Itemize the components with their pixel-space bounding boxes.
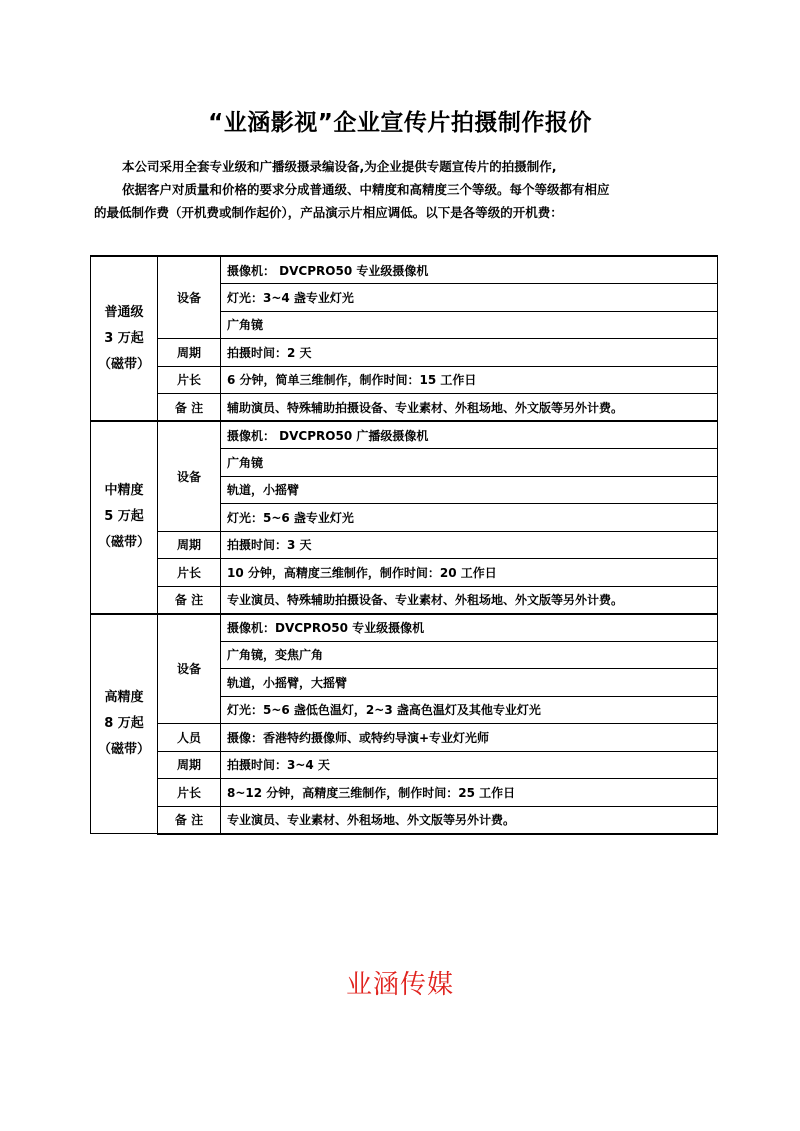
category-label: 片长 — [158, 366, 221, 394]
category-label: 周期 — [158, 751, 221, 779]
category-value: 拍摄时间：3~4 天 — [221, 751, 718, 779]
level-name: 高精度 — [104, 689, 144, 705]
equipment-item: 轨道，小摇臂 — [221, 476, 718, 504]
category-label: 备 注 — [158, 806, 221, 834]
table-row — [91, 779, 718, 807]
table-row — [91, 806, 718, 834]
price-table — [90, 255, 718, 835]
table-row — [91, 256, 718, 284]
level-medium: （磁带） — [97, 535, 150, 551]
category-label: 设备 — [158, 256, 221, 339]
level-price: 3 万起 — [104, 330, 144, 346]
intro-paragraph — [96, 155, 706, 224]
category-value: 8~12 分钟，高精度三维制作，制作时间：25 工作日 — [221, 779, 718, 807]
category-value: 拍摄时间：2 天 — [221, 339, 718, 367]
table-row — [91, 531, 718, 559]
category-label: 周期 — [158, 339, 221, 367]
table-row — [91, 559, 718, 587]
level-name: 中精度 — [104, 483, 144, 499]
category-label: 人员 — [158, 724, 221, 752]
category-label: 备 注 — [158, 394, 221, 422]
equipment-item: 摄像机： DVCPRO50 广播级摄像机 — [221, 421, 718, 449]
table-row — [91, 586, 718, 614]
category-value: 辅助演员、特殊辅助拍摄设备、专业素材、外租场地、外文版等另外计费。 — [221, 394, 718, 422]
equipment-item: 灯光：5~6 盏专业灯光 — [221, 504, 718, 532]
category-value: 拍摄时间：3 天 — [221, 531, 718, 559]
category-label: 备 注 — [158, 586, 221, 614]
equipment-item: 摄像机：DVCPRO50 专业级摄像机 — [221, 614, 718, 642]
category-label: 设备 — [158, 421, 221, 531]
level-cell — [91, 421, 158, 614]
intro-line-3: 的最低制作费（开机费或制作起价），产品演示片相应调低。以下是各等级的开机费： — [94, 205, 563, 220]
level-medium: （磁带） — [97, 741, 150, 757]
equipment-item: 广角镜 — [221, 449, 718, 477]
level-medium: （磁带） — [97, 356, 150, 372]
intro-line-2: 依据客户对质量和价格的要求分成普通级、中精度和高精度三个等级。每个等级都有相应 — [122, 182, 610, 197]
level-cell — [91, 614, 158, 834]
equipment-item: 灯光：5~6 盏低色温灯，2~3 盏高色温灯及其他专业灯光 — [221, 696, 718, 724]
brand-name: 业涵传媒 — [345, 970, 454, 1000]
table-row — [91, 394, 718, 422]
equipment-item: 广角镜，变焦广角 — [221, 641, 718, 669]
equipment-item: 轨道，小摇臂，大摇臂 — [221, 669, 718, 697]
level-price: 5 万起 — [104, 509, 144, 525]
page-title: “业涵影视”企业宣传片拍摄制作报价 — [208, 110, 592, 136]
equipment-item: 广角镜 — [221, 311, 718, 339]
category-label: 周期 — [158, 531, 221, 559]
category-value: 6 分钟，简单三维制作，制作时间：15 工作日 — [221, 366, 718, 394]
category-label: 片长 — [158, 559, 221, 587]
level-cell — [91, 256, 158, 421]
level-name: 普通级 — [104, 304, 144, 320]
table-row — [91, 724, 718, 752]
category-label: 片长 — [158, 779, 221, 807]
category-label: 设备 — [158, 614, 221, 724]
category-value: 专业演员、特殊辅助拍摄设备、专业素材、外租场地、外文版等另外计费。 — [221, 586, 718, 614]
category-value: 摄像：香港特约摄像师、或特约导演+专业灯光师 — [221, 724, 718, 752]
category-value: 专业演员、专业素材、外租场地、外文版等另外计费。 — [221, 806, 718, 834]
table-row — [91, 751, 718, 779]
table-row — [91, 421, 718, 449]
table-row — [91, 339, 718, 367]
table-row — [91, 366, 718, 394]
equipment-item: 灯光：3~4 盏专业灯光 — [221, 284, 718, 312]
level-price: 8 万起 — [104, 715, 144, 731]
equipment-item: 摄像机： DVCPRO50 专业级摄像机 — [221, 256, 718, 284]
category-value: 10 分钟，高精度三维制作，制作时间：20 工作日 — [221, 559, 718, 587]
table-row — [91, 614, 718, 642]
intro-line-1: 本公司采用全套专业级和广播级摄录编设备,为企业提供专题宣传片的拍摄制作, — [122, 159, 557, 174]
